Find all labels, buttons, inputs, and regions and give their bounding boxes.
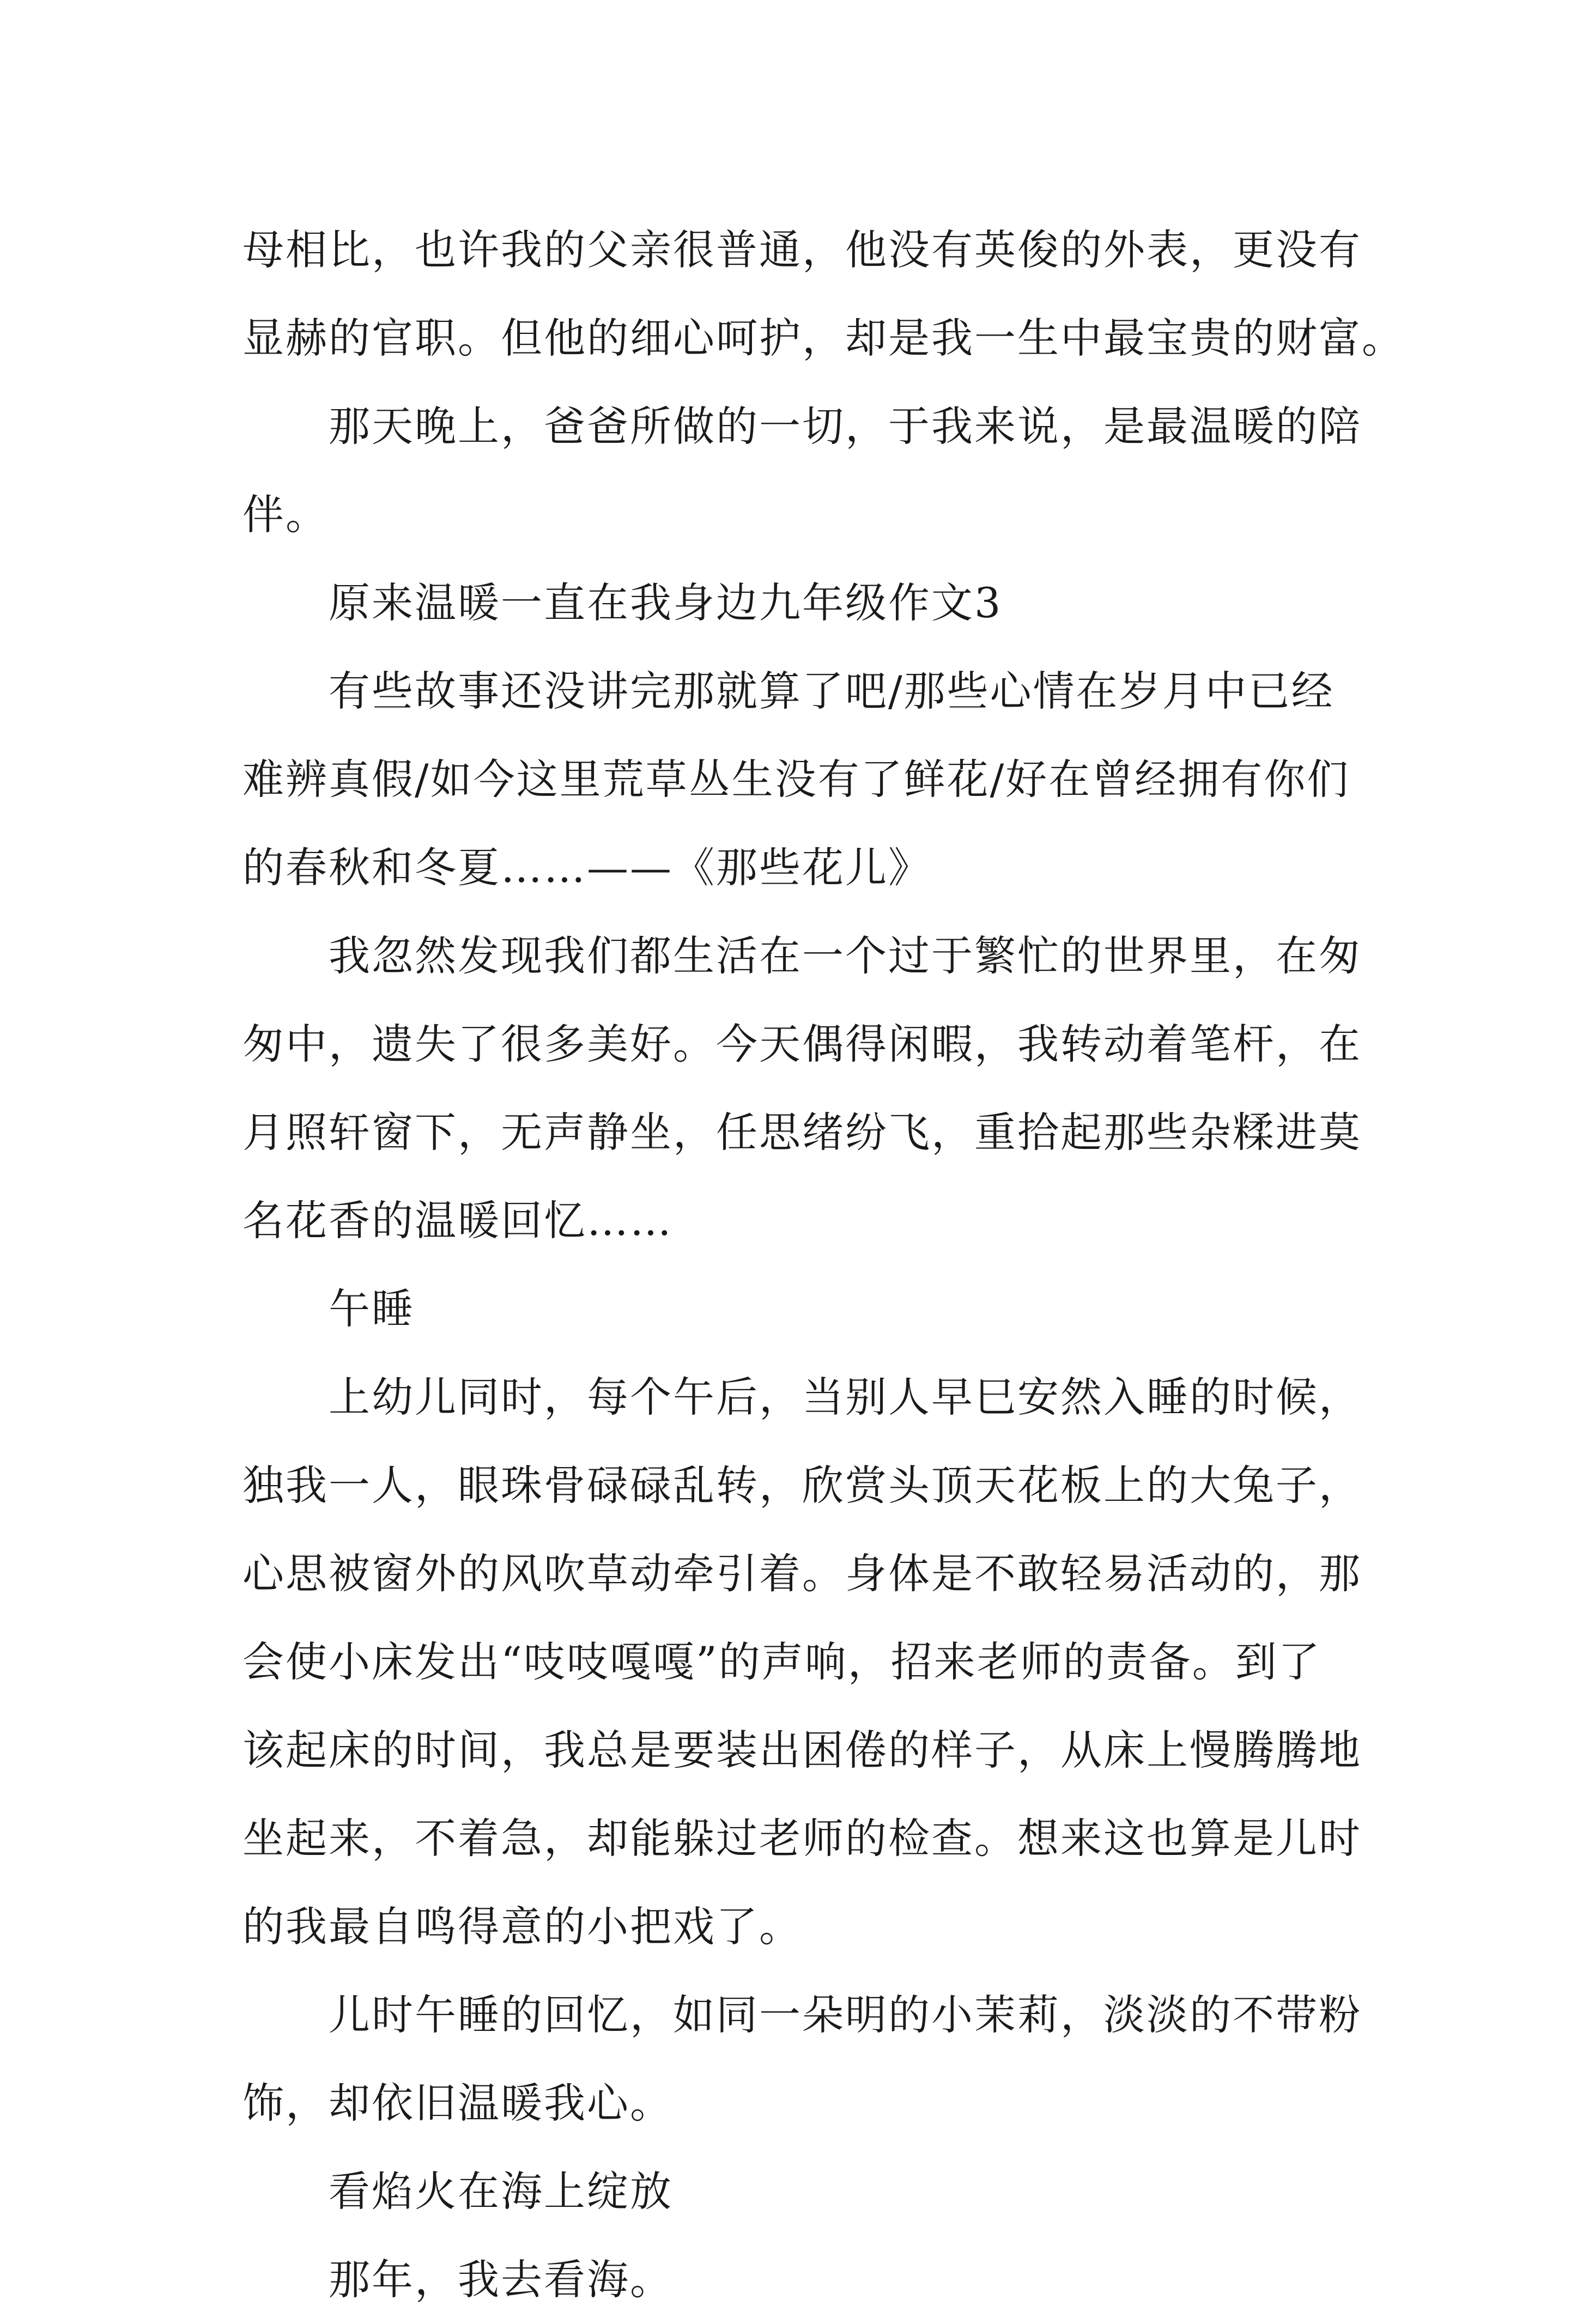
paragraph-start-line: 上幼儿同时，每个午后，当别人早巳安然入睡的时候， [329,1373,1362,1421]
paragraph-start-line: 儿时午睡的回忆，如同一朵明的小茉莉，淡淡的不带粉 [329,1991,1362,2039]
body-line: 伴。 [242,490,329,539]
body-line: 心思被窗外的风吹草动牵引着。身体是不敢轻易活动的，那 [242,1549,1362,1598]
body-line: 独我一人，眼珠骨碌碌乱转，欣赏头顶天花板上的大兔子， [242,1461,1362,1510]
paragraph-start-line: 那天晚上，爸爸所做的一切，于我来说，是最温暖的陪 [329,402,1362,451]
body-line: 显赫的官职。但他的细心呵护，却是我一生中最宝贵的财富。 [242,314,1405,362]
paragraph-start-line: 有些故事还没讲完那就算了吧/那些心情在岁月中已经 [329,667,1335,715]
body-line: 名花香的温暖回忆…… [242,1196,673,1245]
essay-title: 原来温暖一直在我身边九年级作文3 [329,579,1003,627]
body-line: 难辨真假/如今这里荒草丛生没有了鲜花/好在曾经拥有你们 [242,755,1350,804]
body-line: 月照轩窗下，无声静坐，任思绪纷飞，重拾起那些杂糅进莫 [242,1108,1362,1157]
body-line: 匆中，遗失了很多美好。今天偶得闲暇，我转动着笔杆，在 [242,1020,1362,1068]
body-line: 坐起来，不着急，却能躲过老师的检查。想来这也算是儿时 [242,1814,1362,1863]
body-line: 会使小床发出“吱吱嘎嘎”的声响，招来老师的责备。到了 [242,1638,1321,1686]
body-line: 该起床的时间，我总是要装出困倦的样子，从床上慢腾腾地 [242,1726,1362,1774]
body-line: 饰，却依旧温暖我心。 [242,2079,673,2127]
section-heading: 看焰火在海上绽放 [329,2167,673,2216]
section-heading: 午睡 [329,1285,415,1333]
body-line: 的春秋和冬夏……——《那些花儿》 [242,843,931,892]
body-line: 的我最自鸣得意的小把戏了。 [242,1902,802,1951]
paragraph-start-line: 我忽然发现我们都生活在一个过于繁忙的世界里，在匆 [329,932,1362,980]
paragraph-start-line: 那年，我去看海。 [329,2255,673,2304]
body-line: 母相比，也许我的父亲很普通，他没有英俊的外表，更没有 [242,226,1362,274]
essay-body [242,206,1405,2324]
